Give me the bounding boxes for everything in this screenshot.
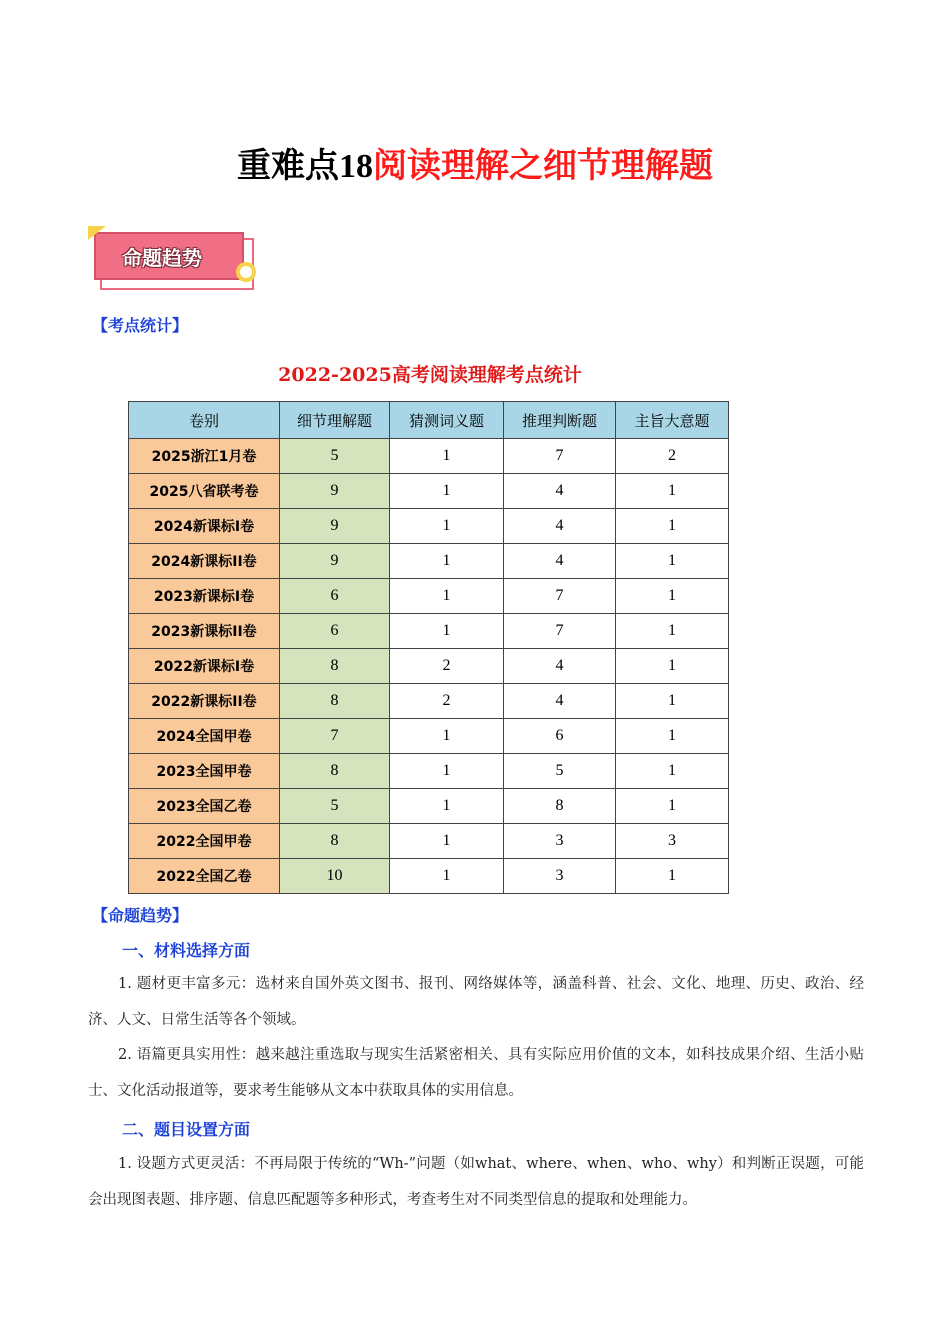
table-cell: 1 [390,754,504,789]
table-row-label: 2024新课标II卷 [129,544,280,579]
table-row-label: 2023全国甲卷 [129,754,280,789]
badge-label: 命题趋势 [94,232,244,280]
table-header-cell: 主旨大意题 [616,402,729,439]
table-cell: 8 [504,789,616,824]
table-cell: 1 [616,509,729,544]
table-cell: 4 [504,544,616,579]
table-row-label: 2022新课标II卷 [129,684,280,719]
table-cell: 1 [616,684,729,719]
table-title: 2022-2025高考阅读理解考点统计 [278,364,582,386]
table-cell: 5 [280,439,390,474]
table-cell: 4 [504,474,616,509]
table-cell: 4 [504,509,616,544]
table-cell: 1 [616,649,729,684]
table-row-label: 2024全国甲卷 [129,719,280,754]
table-row-label: 2023全国乙卷 [129,789,280,824]
table-cell: 8 [280,824,390,859]
table-row [129,474,729,509]
table-cell: 5 [280,789,390,824]
table-cell: 7 [280,719,390,754]
stats-table [128,401,729,894]
table-cell: 9 [280,474,390,509]
page-title [0,138,950,187]
table-cell: 1 [390,509,504,544]
table-cell: 1 [616,544,729,579]
table-row [129,579,729,614]
table-row [129,649,729,684]
section-stats-heading: 【考点统计】 [92,316,189,335]
trend-paragraph-3: 1. 设题方式更灵活：不再局限于传统的“Wh-”问题（如what、where、when、who、why）和判断正误题，可能会出现图表题、排序题、信息匹配题等多种形式，考查考生对不同类型信息的提取和处理能力。 [88,1156,864,1208]
table-cell: 3 [504,824,616,859]
table-cell: 4 [504,649,616,684]
table-cell: 1 [390,789,504,824]
table-cell: 7 [504,614,616,649]
table-cell: 1 [390,824,504,859]
table-row [129,614,729,649]
table-header-cell: 猜测词义题 [390,402,504,439]
badge-flag-icon [88,226,106,240]
table-cell: 8 [280,754,390,789]
table-cell: 1 [390,614,504,649]
trend-paragraph-1: 1. 题材更丰富多元：选材来自国外英文图书、报刊、网络媒体等，涵盖科普、社会、文化、地理、历史、政治、经济、人文、日常生活等各个领域。 [88,976,864,1028]
table-row [129,439,729,474]
table-cell: 1 [616,719,729,754]
table-row-label: 2025八省联考卷 [129,474,280,509]
table-header-cell: 细节理解题 [280,402,390,439]
table-cell: 1 [390,579,504,614]
table-cell: 1 [390,544,504,579]
table-row-label: 2022全国甲卷 [129,824,280,859]
badge-ring-icon [236,262,256,282]
title-prefix: 重难点 [237,146,339,186]
table-cell: 7 [504,439,616,474]
table-cell: 4 [504,684,616,719]
table-header-row [129,402,729,439]
table-cell: 6 [280,579,390,614]
table-row-label: 2025浙江1月卷 [129,439,280,474]
table-cell: 2 [390,649,504,684]
table-cell: 6 [280,614,390,649]
table-cell: 9 [280,509,390,544]
table-cell: 1 [616,579,729,614]
table-cell: 1 [390,719,504,754]
title-topic: 阅读理解之细节理解题 [373,146,713,186]
table-cell: 10 [280,859,390,894]
section-trend-heading: 【命题趋势】 [92,906,189,925]
table-cell: 5 [504,754,616,789]
table-row [129,824,729,859]
table-header-cell: 推理判断题 [504,402,616,439]
table-row-label: 2023新课标II卷 [129,614,280,649]
table-cell: 8 [280,649,390,684]
table-row-label: 2023新课标I卷 [129,579,280,614]
table-row-label: 2022新课标I卷 [129,649,280,684]
table-cell: 1 [390,439,504,474]
table-row [129,789,729,824]
table-cell: 1 [616,754,729,789]
table-row [129,544,729,579]
table-cell: 1 [616,474,729,509]
table-cell: 3 [504,859,616,894]
table-row [129,684,729,719]
table-cell: 7 [504,579,616,614]
table-cell: 1 [616,789,729,824]
table-row [129,859,729,894]
table-cell: 3 [616,824,729,859]
table-header-cell: 卷别 [129,402,280,439]
table-cell: 2 [390,684,504,719]
table-cell: 1 [616,859,729,894]
table-row-label: 2022全国乙卷 [129,859,280,894]
trend-heading-material: 一、材料选择方面 [122,941,251,960]
table-cell: 1 [616,614,729,649]
section-badge [88,226,260,288]
table-row [129,509,729,544]
trend-heading-questions: 二、题目设置方面 [122,1120,251,1139]
table-cell: 1 [390,859,504,894]
table-row-label: 2024新课标I卷 [129,509,280,544]
table-row [129,754,729,789]
table-cell: 2 [616,439,729,474]
trend-paragraph-2: 2. 语篇更具实用性：越来越注重选取与现实生活紧密相关、具有实际应用价值的文本，如科技成果介绍、生活小贴士、文化活动报道等，要求考生能够从文本中获取具体的实用信息。 [88,1047,864,1099]
table-cell: 8 [280,684,390,719]
table-row [129,719,729,754]
table-cell: 1 [390,474,504,509]
title-number: 18 [339,148,373,185]
table-cell: 9 [280,544,390,579]
table-cell: 6 [504,719,616,754]
